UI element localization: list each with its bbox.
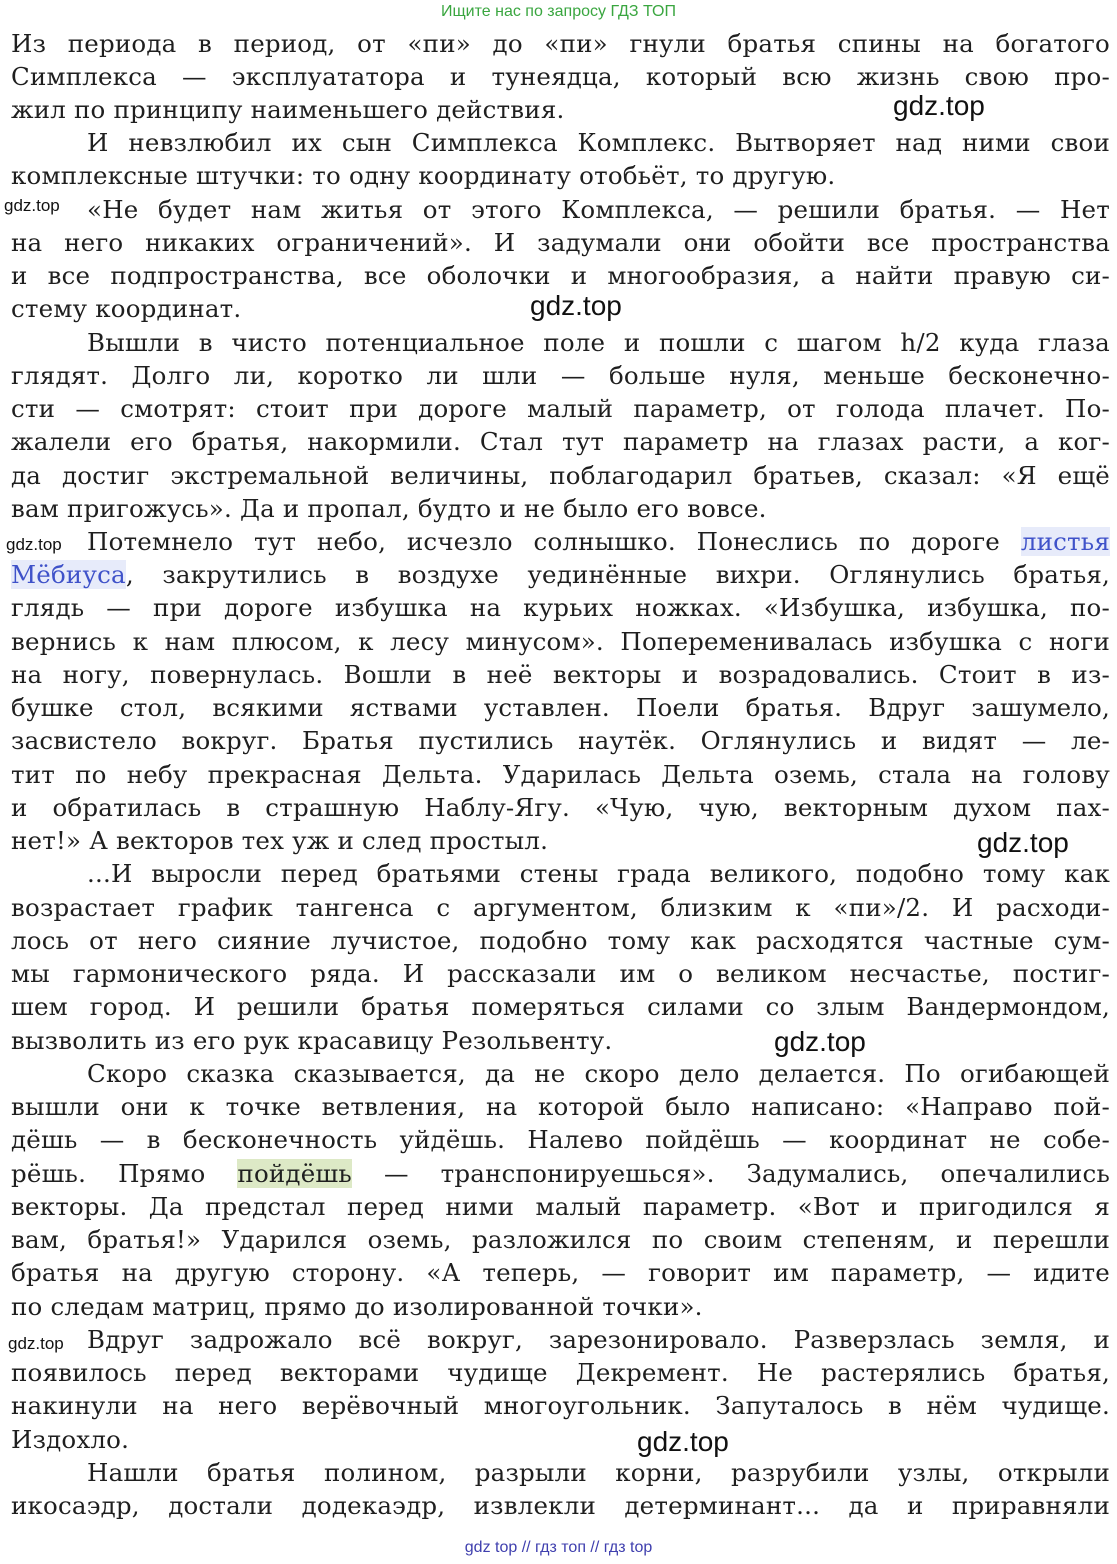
top-banner	[0, 0, 1117, 24]
text-line: шем город. И решили братья померяться силами со злым Вандермондом,	[11, 992, 1110, 1021]
text-line: и все подпространства, все оболочки и многообразия, а найти правую си-	[11, 261, 1110, 290]
highlighted-term-poydesh[interactable]: пойдёшь	[237, 1159, 352, 1188]
text-line: вызволить из его рук красавицу Резольвенту.	[11, 1026, 613, 1055]
text-line-start: рёшь. Прямо	[11, 1159, 206, 1188]
text-line	[11, 558, 1110, 591]
text-line: ...И выросли перед братьями стены града великого, подобно тому как	[87, 859, 1110, 888]
text-line: векторы. Да предстал перед ними малый параметр. «Вот и пригодился я	[11, 1192, 1110, 1221]
watermark: gdz.top	[774, 1026, 866, 1057]
text-line: и обратилась в страшную Наблу-Ягу. «Чую, чую, векторным духом пах-	[11, 793, 1110, 822]
text-line: «Не будет нам житья от этого Комплекса, — решили братья. — Нет	[87, 195, 1110, 224]
text-line: жалели его братья, накормили. Стал тут параметр на глазах расти, а ког-	[11, 427, 1110, 456]
text-line: И невзлюбил их сын Симплекса Комплекс. Вытворяет над ними свои	[87, 128, 1110, 157]
text-line: вам, братья!» Ударился оземь, разложился по своим степеням, и перешли	[11, 1225, 1110, 1254]
text-line: Издохло.	[11, 1425, 130, 1454]
text-line: жил по принципу наименьшего действия.	[11, 95, 565, 124]
text-line: тит по небу прекрасная Дельта. Ударилась Дельта оземь, стала на голову	[11, 760, 1110, 789]
watermark: gdz.top	[530, 290, 622, 321]
text-line: по следам матриц, прямо до изолированной точки».	[11, 1292, 703, 1321]
text-line: мы гармонического ряда. И рассказали им о великом несчастье, постиг-	[11, 959, 1110, 988]
text-line: накинули на него верёвочный многоугольник. Запуталось в нём чудище.	[11, 1391, 1110, 1420]
watermark: gdz.top	[6, 535, 62, 554]
footer-links[interactable]: gdz top // гдз топ // гдз top	[464, 1539, 653, 1556]
text-line: глядят. Долго ли, коротко ли шли — больше нуля, меньше бесконечно-	[11, 361, 1110, 390]
text-line: Нашли братья полином, разрыли корни, разрубили узлы, открыли	[87, 1458, 1110, 1487]
text-line: засвистело вокруг. Братья пустились наутёк. Оглянулись и видят — ле-	[11, 726, 1110, 755]
highlighted-term-listya[interactable]: листья	[1020, 527, 1110, 556]
text-line: появилось перед векторами чудище Декремент. Не растерялись братья,	[11, 1358, 1110, 1387]
text-line: вам пригожусь». Да и пропал, будто и не было его вовсе.	[11, 494, 767, 523]
text-line: Скоро сказка сказывается, да не скоро дело делается. По огибающей	[87, 1059, 1110, 1088]
text-line	[11, 1157, 1110, 1190]
watermark: gdz.top	[8, 1334, 64, 1353]
text-line: комплексные штучки: то одну координату отобьёт, то другую.	[11, 161, 836, 190]
text-line: бушке стол, всякими яствами уставлен. Поели братья. Вдруг зашумело,	[11, 693, 1110, 722]
text-line-rest: — транспонируешься». Задумались, опечалились	[383, 1159, 1110, 1188]
text-line: лось от него сияние лучистое, подобно тому как расходятся частные сум-	[11, 926, 1110, 955]
text-line: братья на другую сторону. «А теперь, — говорит им параметр, — идите	[11, 1258, 1110, 1287]
banner-link[interactable]: Ищите нас по запросу ГДЗ ТОП	[441, 3, 676, 20]
text-line: сти — смотрят: стоит при дороге малый параметр, от голода плачет. По-	[11, 394, 1110, 423]
text-line: Симплекса — эксплуататора и тунеядца, который всю жизнь свою про-	[11, 62, 1110, 91]
watermark: gdz.top	[977, 827, 1069, 858]
text-line: вышли они к точке ветвления, на которой было написано: «Направо пой-	[11, 1092, 1110, 1121]
text-line: на ногу, повернулась. Вошли в неё векторы и возрадовались. Стоит в из-	[11, 660, 1110, 689]
text-line: вернись к нам плюсом, к лесу минусом». Попеременивалась избушка с ноги	[11, 627, 1110, 656]
text-line: возрастает график тангенса с аргументом, близким к «пи»/2. И расходи-	[11, 893, 1110, 922]
text-line: глядь — при дороге избушка на курьих ножках. «Избушка, избушка, по-	[11, 593, 1110, 622]
text-line: стему координат.	[11, 294, 242, 323]
text-line-start: Потемнело тут небо, исчезло солнышко. Понеслись по дороге	[87, 527, 1000, 556]
watermark: gdz.top	[4, 196, 60, 215]
text-line-rest: , закрутились в воздухе уединённые вихри. Оглянулись братья,	[125, 560, 1110, 589]
text-line	[87, 525, 1110, 558]
highlighted-term-mebiusa[interactable]: Мёбиуса	[11, 560, 126, 589]
watermark: gdz.top	[637, 1426, 729, 1457]
watermark: gdz.top	[893, 90, 985, 121]
text-line: Вышли в чисто потенциальное поле и пошли с шагом h/2 куда глаза	[87, 328, 1110, 357]
text-line: дёшь — в бесконечность уйдёшь. Налево пойдёшь — координат не собе-	[11, 1125, 1110, 1154]
text-line: Вдруг задрожало всё вокруг, зарезонировало. Разверзлась земля, и	[87, 1325, 1110, 1354]
text-line: Из периода в период, от «пи» до «пи» гнули братья спины на богатого	[11, 29, 1110, 58]
text-line: нет!» А векторов тех уж и след простыл.	[11, 826, 549, 855]
text-line: икосаэдр, достали додекаэдр, извлекли детерминант... да и приравняли	[11, 1491, 1110, 1520]
text-line: на него никаких ограничений». И задумали они обойти все пространства	[11, 228, 1110, 257]
text-line: да достиг экстремальной величины, поблагодарил братьев, сказал: «Я ещё	[11, 461, 1110, 490]
